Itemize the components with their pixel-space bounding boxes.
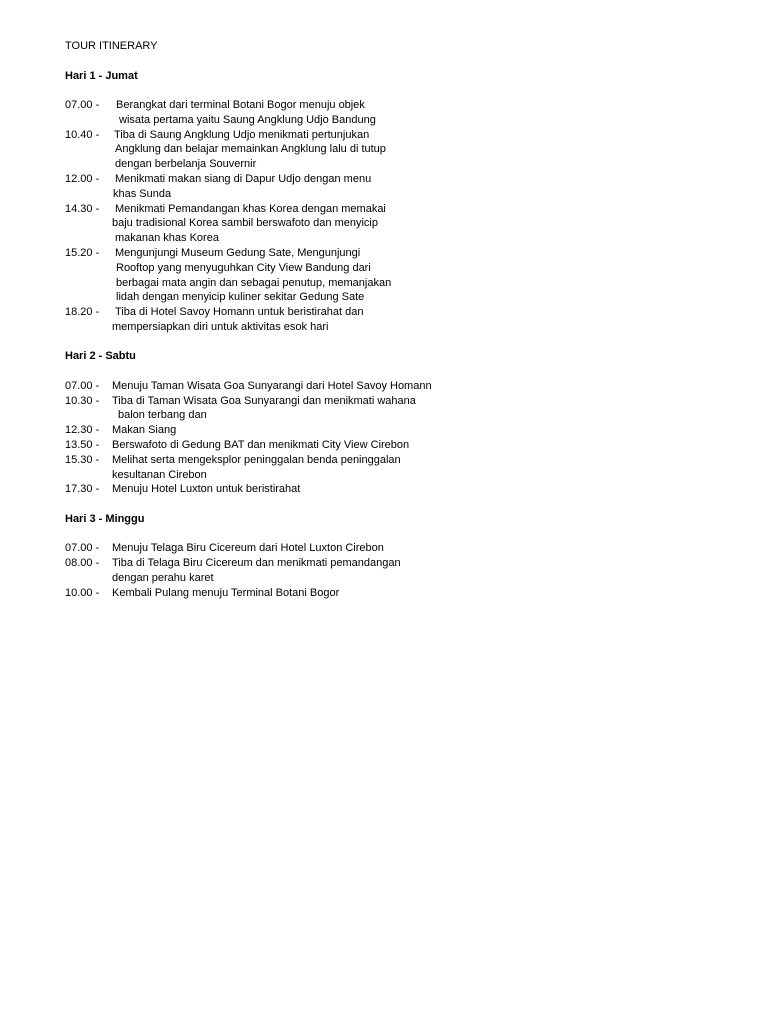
- entry-time: 18.20 -: [65, 306, 100, 319]
- entry-time: 08.00 -: [65, 556, 100, 569]
- entry-line: [65, 468, 745, 483]
- entry-description: Menikmati makan siang di Dapur Udjo dengan menu: [115, 172, 372, 185]
- itinerary-entry: [65, 556, 745, 586]
- entry-description: Rooftop yang menyuguhkan City View Bandung dari: [116, 261, 371, 274]
- itinerary-entry: [65, 98, 745, 128]
- entry-line: [65, 423, 745, 438]
- day-section: [65, 349, 745, 497]
- entry-description: Melihat serta mengeksplor peninggalan benda peninggalan: [112, 453, 401, 466]
- entry-line: [65, 541, 745, 556]
- entry-description: Tiba di Taman Wisata Goa Sunyarangi dan menikmati wahana: [112, 394, 416, 407]
- entry-line: [65, 379, 745, 394]
- entry-description: Berangkat dari terminal Botani Bogor menuju objek: [116, 99, 365, 111]
- entry-description: Makan Siang: [112, 424, 177, 437]
- entry-time: 07.00 -: [65, 542, 100, 555]
- entry-time: 15.20 -: [65, 246, 100, 259]
- entry-line: [65, 586, 745, 601]
- entry-line: [65, 394, 745, 409]
- entry-description: khas Sunda: [113, 187, 172, 200]
- itinerary-entry: [65, 438, 745, 453]
- entry-line: [65, 128, 745, 143]
- document-title: TOUR ITINERARY: [65, 40, 158, 52]
- entry-line: [65, 142, 745, 157]
- entry-line: [65, 276, 745, 291]
- entry-line: [65, 482, 745, 497]
- entry-description: mempersiapkan diri untuk aktivitas esok hari: [112, 320, 329, 333]
- entry-line: [65, 408, 745, 423]
- day-title: Hari 3 - Minggu: [65, 512, 145, 525]
- day-section: [65, 69, 745, 335]
- entry-description: Menuju Telaga Biru Cicereum dari Hotel Luxton Cirebon: [112, 542, 384, 555]
- entry-time: 10.40 -: [65, 128, 100, 141]
- entry-line: [65, 305, 745, 320]
- entry-description: berbagai mata angin dan sebagai penutup, memanjakan: [116, 276, 392, 289]
- itinerary-document: [65, 39, 745, 615]
- itinerary-days: [65, 69, 745, 601]
- entry-line: [65, 320, 745, 335]
- entry-description: Mengunjungi Museum Gedung Sate, Mengunjungi: [115, 246, 361, 259]
- day-title: Hari 1 - Jumat: [65, 69, 138, 82]
- itinerary-entry: [65, 482, 745, 497]
- entry-time: 10.30 -: [65, 394, 100, 407]
- entry-line: [65, 187, 745, 202]
- entry-time: 10.00 -: [65, 586, 100, 599]
- entry-line: [65, 571, 745, 586]
- entry-line: [65, 556, 745, 571]
- entry-description: makanan khas Korea: [115, 232, 219, 245]
- itinerary-entry: [65, 394, 745, 424]
- entry-line: [65, 453, 745, 468]
- day-section: [65, 512, 745, 601]
- entry-description: Tiba di Telaga Biru Cicereum dan menikmati pemandangan: [112, 556, 401, 569]
- itinerary-entry: [65, 202, 745, 246]
- itinerary-entry: [65, 453, 745, 483]
- entry-description: wisata pertama yaitu Saung Angklung Udjo Bandung: [119, 113, 376, 126]
- entry-line: [65, 290, 745, 305]
- entry-description: Menuju Taman Wisata Goa Sunyarangi dari Hotel Savoy Homann: [112, 379, 432, 392]
- entry-time: 12.00 -: [65, 172, 100, 185]
- entry-description: kesultanan Cirebon: [112, 468, 207, 481]
- entry-time: 17.30 -: [65, 483, 100, 496]
- entry-description: lidah dengan menyicip kuliner sekitar Gedung Sate: [116, 291, 365, 304]
- entry-description: baju tradisional Korea sambil berswafoto dan menyicip: [112, 217, 378, 230]
- itinerary-entry: [65, 305, 745, 335]
- entry-line: [65, 216, 745, 231]
- entry-description: balon terbang dan: [118, 409, 207, 422]
- entry-line: [65, 438, 745, 453]
- entry-description: Tiba di Hotel Savoy Homann untuk beristirahat dan: [115, 306, 364, 319]
- entry-time: 12.30 -: [65, 424, 100, 437]
- entry-description: Kembali Pulang menuju Terminal Botani Bogor: [112, 586, 340, 599]
- itinerary-entry: [65, 172, 745, 202]
- entry-description: Berswafoto di Gedung BAT dan menikmati City View Cirebon: [112, 438, 410, 451]
- entry-line: [65, 172, 745, 187]
- entry-line: [65, 246, 745, 261]
- entry-time: 13.50 -: [65, 438, 100, 451]
- entry-time: 07.00 -: [65, 379, 100, 392]
- itinerary-entry: [65, 379, 745, 394]
- entry-description: Menuju Hotel Luxton untuk beristirahat: [112, 483, 301, 496]
- entry-description: dengan perahu karet: [112, 571, 214, 584]
- entry-description: dengan berbelanja Souvernir: [115, 158, 257, 171]
- itinerary-entry: [65, 586, 745, 601]
- entry-line: [65, 261, 745, 276]
- entry-line: [65, 231, 745, 246]
- itinerary-entry: [65, 541, 745, 556]
- itinerary-entry: [65, 246, 745, 305]
- entry-description: Angklung dan belajar memainkan Angklung lalu di tutup: [115, 143, 386, 156]
- itinerary-entry: [65, 128, 745, 172]
- entry-description: Tiba di Saung Angklung Udjo menikmati pertunjukan: [114, 128, 370, 141]
- itinerary-entry: [65, 423, 745, 438]
- entry-time: 07.00 -: [65, 99, 100, 111]
- entry-line: [65, 113, 745, 128]
- entry-line: [65, 98, 745, 113]
- entry-time: 14.30 -: [65, 202, 100, 215]
- entry-time: 15.30 -: [65, 453, 100, 466]
- day-title: Hari 2 - Sabtu: [65, 350, 136, 363]
- entry-description: Menikmati Pemandangan khas Korea dengan memakai: [115, 202, 386, 215]
- entry-line: [65, 157, 745, 172]
- entry-line: [65, 202, 745, 217]
